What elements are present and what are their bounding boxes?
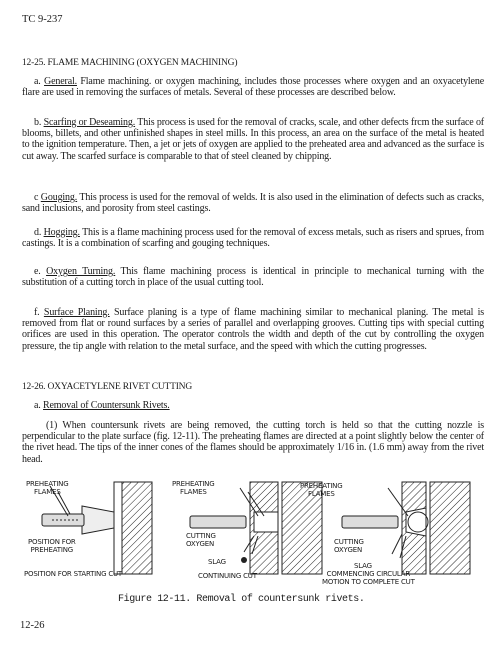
label-commencing-circular: COMMENCING CIRCULAR MOTION TO COMPLETE CUT bbox=[322, 570, 415, 586]
label-slag-middle: SLAG bbox=[208, 558, 226, 566]
paragraph-text: This flame machining process is identical in principle to mechanical turning with the substitution of a cutting torch in place of the usual cutting tool. bbox=[22, 266, 484, 289]
label-starting-cut: POSITION FOR STARTING CUT bbox=[24, 570, 123, 578]
paragraph-text: This process is used for the removal of welds. It is also used in the elimination of defects such as cracks, sand inclusions, and porosity from steel castings. bbox=[22, 192, 484, 215]
label-preheating-flames-left: PREHEATING FLAMES bbox=[26, 480, 69, 496]
section-heading-12-26: 12-26. OXYACETYLENE RIVET CUTTING bbox=[22, 382, 193, 392]
paragraph-prefix: c bbox=[34, 192, 41, 203]
paragraph-text: (1) When countersunk rivets are being removed, the cutting torch is held so that the cutting nozzle is perpendicular to the plate surface (fig. 12-11). The preheating flames are directed at a point slightly below the center of the rivet head. The tips of the inner cones of the flames should be approximately 1/16 in. (1.6 mm) away from the rivet head. bbox=[22, 420, 484, 465]
paragraph-prefix: e. bbox=[34, 266, 47, 277]
page-number: 12-26 bbox=[20, 620, 45, 631]
paragraph-text: Surface planing is a type of flame machining similar to mechanical planing. The metal is removed from flat or round surfaces by a series of parallel and overlapping grooves. Cutting tips with special cutting orifices are used in this operation. The operator controls the width and depth of the cut by controlling the oxygen pressure, the tip angle with relation to the metal surface, and the speed with which the cutting progresses. bbox=[22, 307, 484, 352]
paragraph-text: This process is used for the removal of cracks, scale, and other defects frcm the surface of blooms, billets, and other unfinished shapes in steel mills. In this process, an area on the surface of the metal is heated to the ignition temperature. Then, a jet or jets of oxygen are applied to the preheated area and advanced as the surface is cut away. The scarfed surface is comparable to that of steel cleaned by chipping. bbox=[22, 117, 484, 162]
panel-circular-motion bbox=[342, 482, 470, 574]
paragraph-lead: Removal of Countersunk Rivets. bbox=[43, 400, 170, 411]
figure-caption: Figure 12-11. Removal of countersunk rivets. bbox=[118, 594, 365, 605]
paragraph-general bbox=[22, 76, 484, 98]
paragraph-text: Flame machining. or oxygen machining, includes those processes where oxygen and an oxyacetylene flare are used in removing the surfaces of metals. Several of these processes are described below. bbox=[22, 76, 484, 99]
paragraph-prefix: f. bbox=[34, 307, 44, 318]
subheading-countersunk bbox=[22, 400, 484, 411]
label-cutting-oxygen-middle: CUTTING OXYGEN bbox=[186, 532, 216, 548]
paragraph-text: This is a flame machining process used for the removal of excess metals, such as risers and sprues, from castings. It is a combination of scarfing and gouging techniques. bbox=[22, 227, 484, 250]
paragraph-lead: Surface Planing. bbox=[43, 307, 110, 318]
paragraph-countersunk-1 bbox=[22, 420, 484, 465]
paragraph-surface-planing bbox=[22, 307, 484, 352]
paragraph-gouging bbox=[22, 192, 484, 214]
paragraph-scarfing bbox=[22, 117, 484, 162]
paragraph-prefix: a. bbox=[34, 76, 45, 87]
label-cutting-oxygen-right: CUTTING OXYGEN bbox=[334, 538, 364, 554]
paragraph-prefix: d. bbox=[34, 227, 44, 238]
paragraph-lead: Oxygen Turning. bbox=[46, 266, 116, 277]
paragraph-hogging bbox=[22, 227, 484, 249]
paragraph-oxygen-turning bbox=[22, 266, 484, 288]
paragraph-prefix: b. bbox=[34, 117, 44, 128]
section-heading-12-25: 12-25. FLAME MACHINING (OXYGEN MACHINING) bbox=[22, 58, 238, 68]
label-position-for-preheating: POSITION FOR PREHEATING bbox=[28, 538, 76, 554]
paragraph-lead: Scarfing or Deseaming. bbox=[43, 117, 136, 128]
document-id: TC 9-237 bbox=[22, 14, 63, 25]
paragraph-lead: Hogging. bbox=[43, 227, 80, 238]
paragraph-lead: Gouging. bbox=[40, 192, 78, 203]
label-continuing-cut: CONTINUING CUT bbox=[198, 572, 257, 580]
label-slag-right: SLAG bbox=[354, 562, 372, 570]
label-preheating-flames-right: PREHEATING FLAMES bbox=[300, 482, 343, 498]
label-preheating-flames-middle: PREHEATING FLAMES bbox=[172, 480, 215, 496]
figure-rivet-removal bbox=[22, 478, 484, 608]
paragraph-prefix: a. bbox=[34, 400, 43, 411]
paragraph-lead: General. bbox=[44, 76, 77, 87]
